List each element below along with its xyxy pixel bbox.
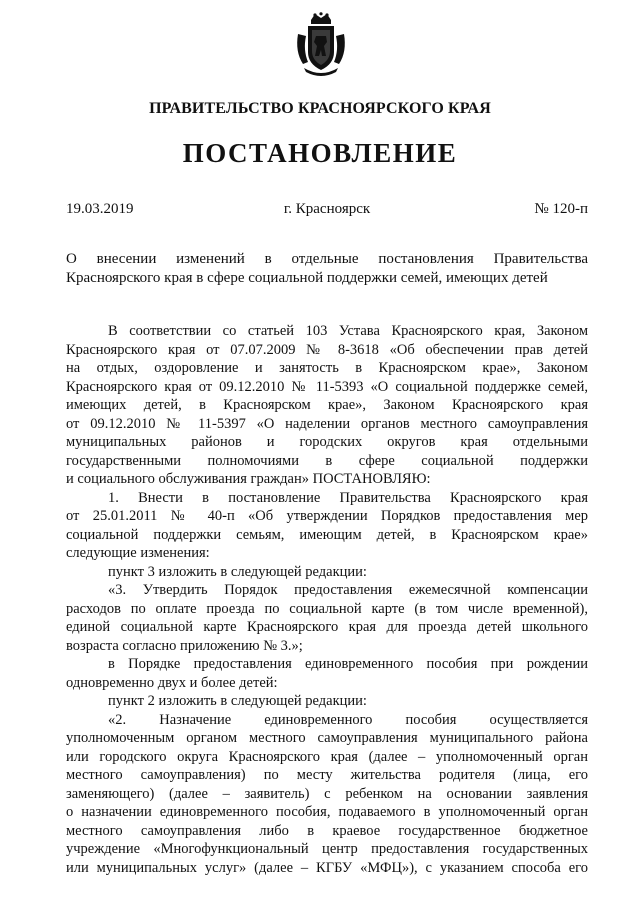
document-subject [66, 250, 588, 288]
subject-line: Красноярского края в сфере социальной поддержки семей, имеющих детей [66, 270, 548, 286]
body-line: муниципальных районов и городских округов края отдельными [66, 434, 588, 450]
body-line: возраста согласно приложению № 3.»; [66, 637, 303, 654]
body-line: уполномоченным органом местного самоуправления муниципального района [66, 730, 588, 746]
body-line: 1. Внести в постановление Правительства Красноярского края [108, 489, 588, 506]
document-number: № 120-п [534, 201, 588, 217]
body-line: от 09.12.2010 № 11-5397 «О наделении органов местного самоуправления [66, 415, 588, 432]
body-line: «3. Утвердить Порядок предоставления ежемесячной компенсации [108, 582, 588, 598]
document-date: 19.03.2019 [66, 201, 134, 217]
body-line: или муниципальных услуг» (далее – КГБУ «МФЦ»), с указанием способа его [66, 859, 588, 876]
body-line: учреждение «Многофункциональный центр предоставления государственных [66, 841, 588, 857]
body-line: «2. Назначение единовременного пособия осуществляется [108, 711, 588, 728]
document-city: г. Красноярск [283, 201, 371, 217]
body-line: государственными полномочиями в сфере социальной поддержки [66, 452, 588, 469]
document-body [66, 322, 588, 877]
body-line: в Порядке предоставления единовременного пособия при рождении [108, 656, 588, 672]
body-line: о назначении единовременного пособия, подаваемого в уполномоченный орган [66, 804, 588, 820]
body-line: и социального обслуживания граждан» ПОСТАНОВЛЯЮ: [66, 471, 431, 487]
body-line: Красноярского края от 07.07.2009 № 8-3618 «Об обеспечении прав детей [66, 341, 588, 358]
body-line: социальной поддержки семьям, имеющим детей, в Красноярском крае» [66, 526, 588, 543]
body-line: имеющих детей, в Красноярском крае», Законом Красноярского края [66, 397, 588, 413]
subject-line: О внесении изменений в отдельные постановления Правительства [66, 251, 588, 267]
document-type-title: ПОСТАНОВЛЕНИЕ [182, 138, 458, 168]
krasnoyarsk-coat-of-arms-icon [295, 12, 347, 78]
body-line: от 25.01.2011 № 40-п «Об утверждении Порядков предоставления мер [66, 508, 588, 524]
body-line: Красноярского края от 09.12.2010 № 11-5393 «О социальной поддержке семей, [66, 378, 588, 395]
body-line: заменяющего) (далее – заявитель) с ребенком на основании заявления [66, 785, 588, 802]
body-line: пункт 2 изложить в следующей редакции: [108, 693, 367, 709]
body-line: местного самоуправления либо в краевое государственное бюджетное [66, 822, 588, 839]
body-line: местного самоуправления) по месту жительства родителя (лица, его [66, 767, 588, 783]
body-line: на отдых, оздоровление и занятость в Красноярском крае», Законом [66, 360, 588, 376]
government-title: ПРАВИТЕЛЬСТВО КРАСНОЯРСКОГО КРАЯ [149, 100, 491, 117]
body-line: пункт 3 изложить в следующей редакции: [108, 563, 367, 580]
body-line: или городского округа Красноярского края (далее – уполномоченный орган [66, 748, 588, 765]
body-line: следующие изменения: [66, 545, 210, 561]
document-meta-row [66, 201, 588, 221]
body-line: В соответствии со статьей 103 Устава Красноярского края, Законом [108, 323, 588, 339]
body-line: единой социальной карте Красноярского края для проезда детей школьного [66, 619, 588, 635]
body-line: расходов по оплате проезда по социальной карте (в том числе временной), [66, 600, 588, 617]
body-line: одновременно двух и более детей: [66, 674, 278, 691]
